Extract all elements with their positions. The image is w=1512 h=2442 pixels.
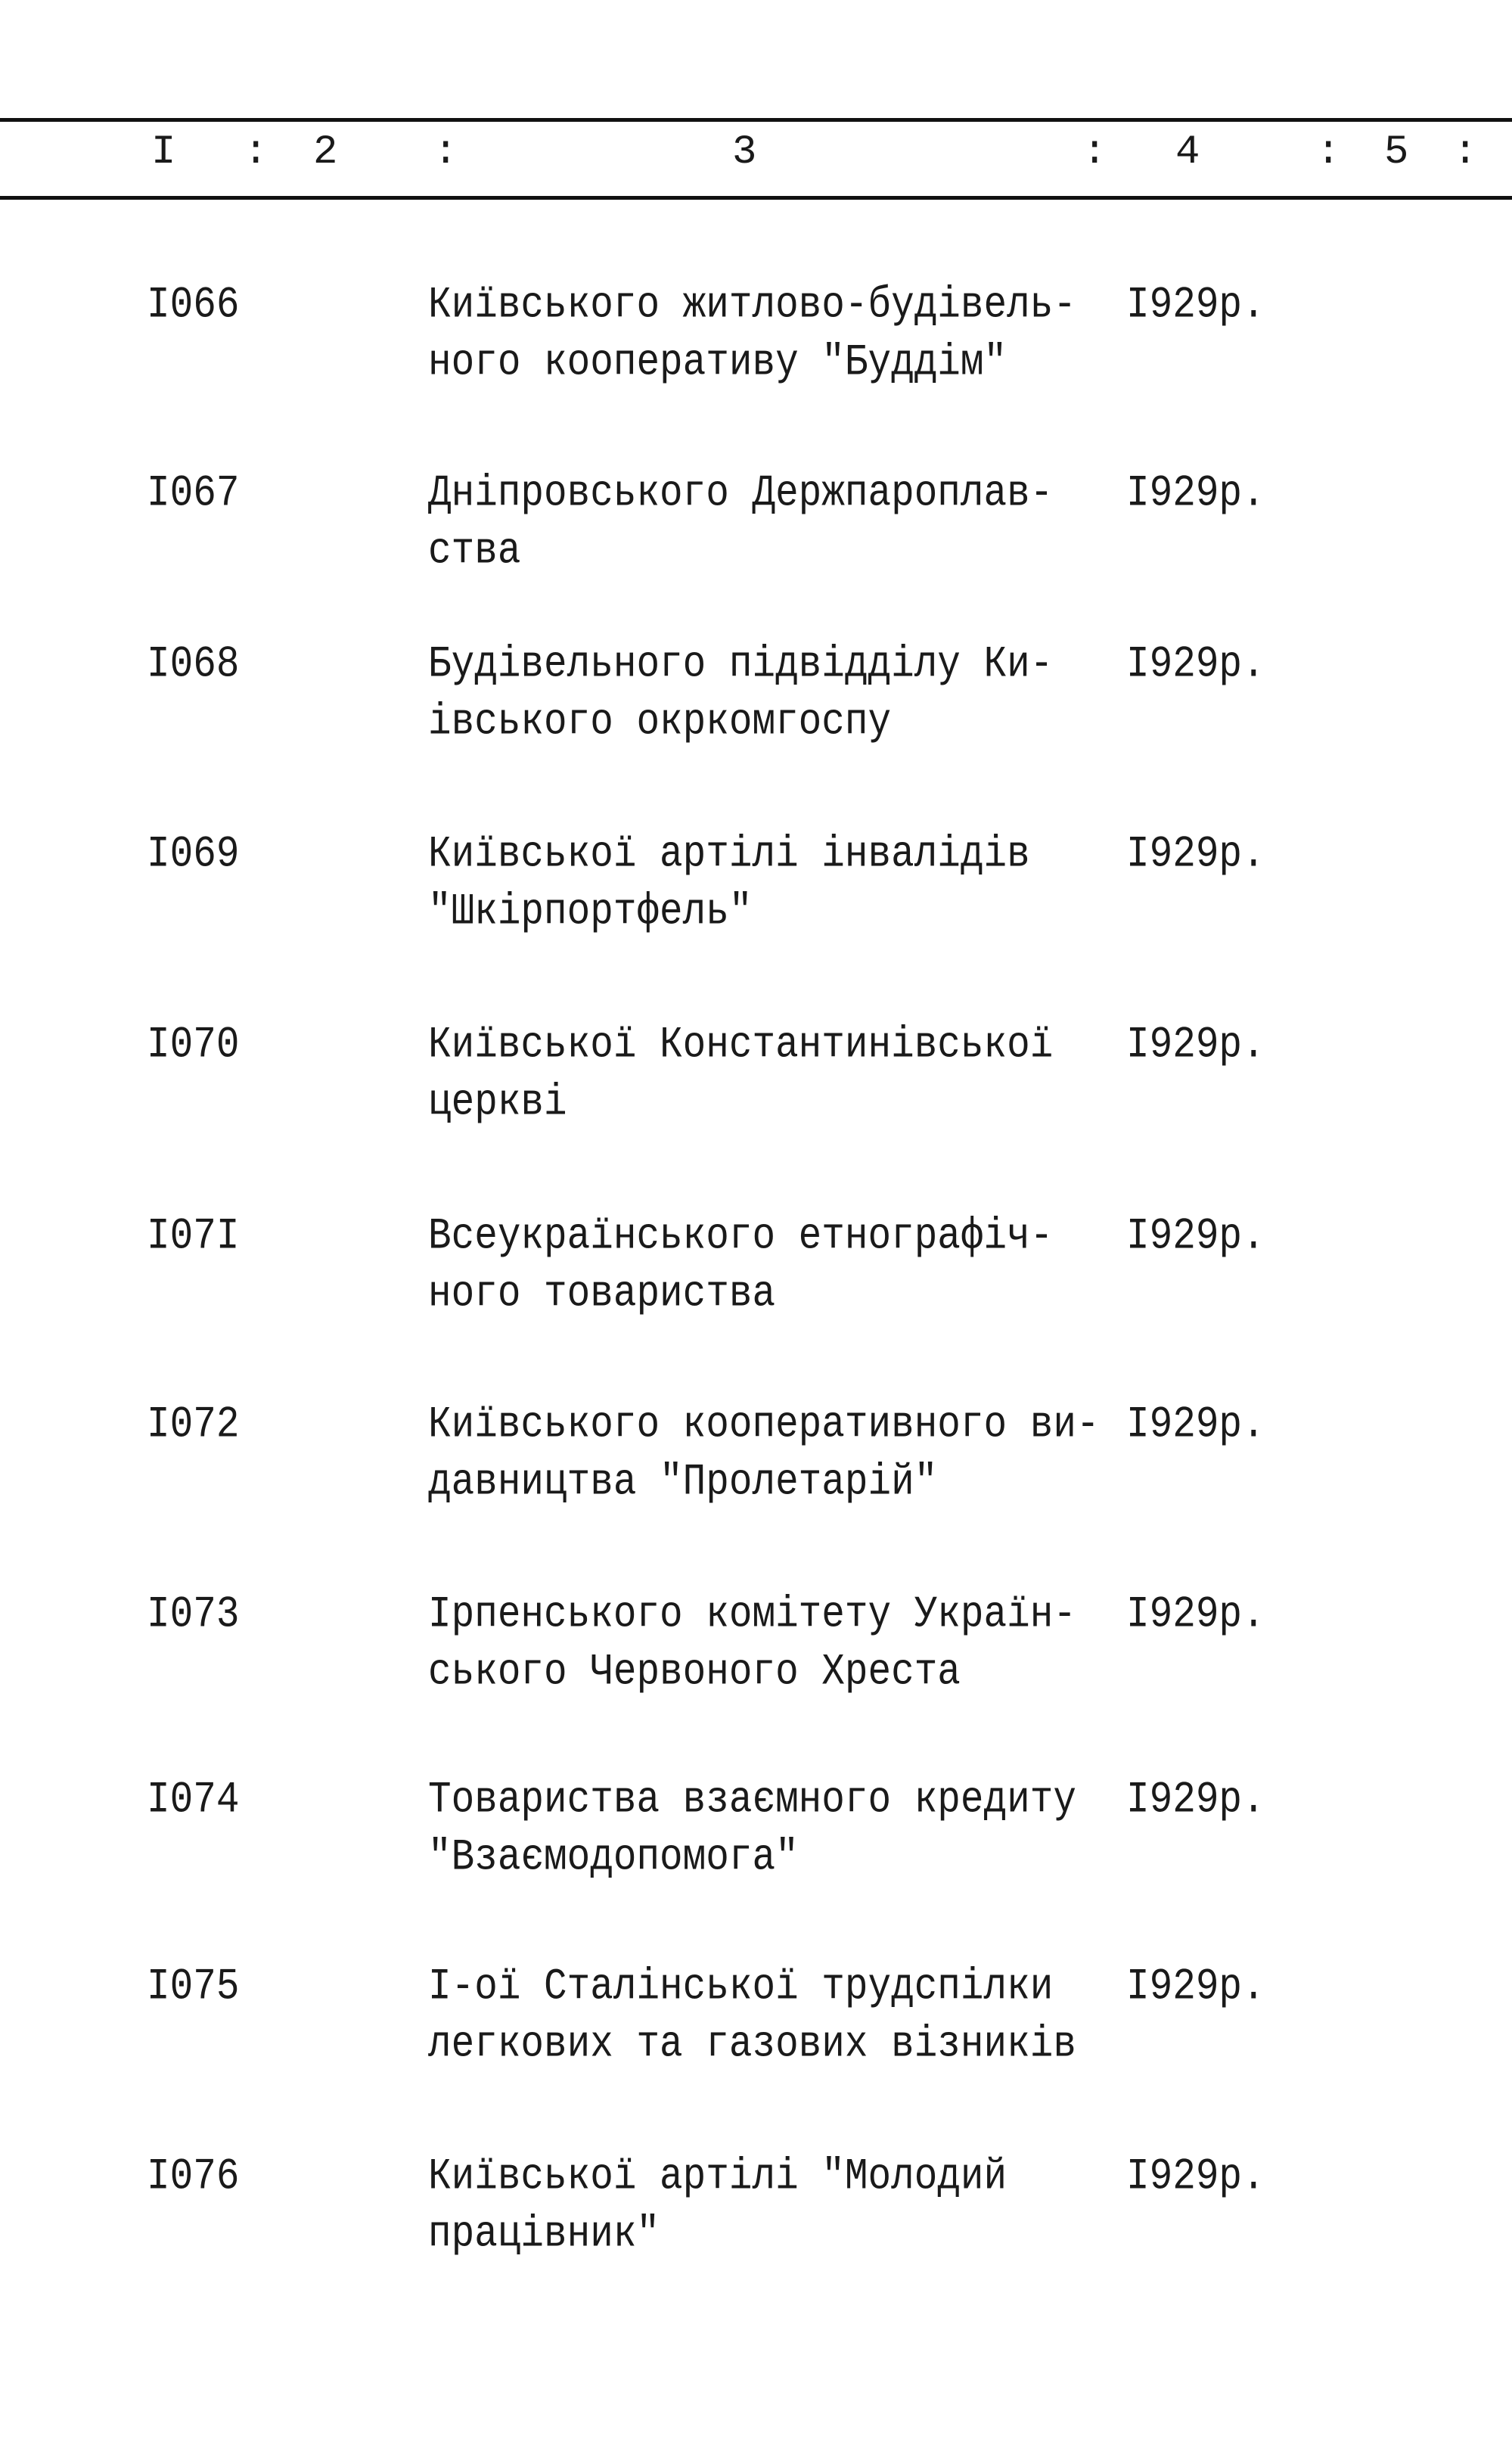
header-rule-top — [0, 118, 1512, 122]
table-row — [0, 1775, 1512, 1896]
record-year: I929р. — [1126, 1590, 1265, 1640]
record-title-line-1: I-ої Сталінської трудспілки — [428, 1962, 1054, 2012]
record-title-line-1: Київської Константинівської — [428, 1021, 1054, 1070]
record-year: I929р. — [1126, 1400, 1265, 1450]
table-row — [0, 829, 1512, 950]
header-col-2: 2 — [313, 129, 338, 176]
record-year: I929р. — [1126, 1962, 1265, 2012]
record-title-line-2: ного кооперативу "Буддім" — [428, 338, 1007, 388]
record-year: I929р. — [1126, 830, 1265, 880]
record-title-line-2: давництва "Пролетарій" — [428, 1458, 938, 1508]
record-title-line-2: церкві — [428, 1078, 567, 1128]
record-number: I066 — [147, 281, 240, 331]
record-number: I075 — [147, 1962, 240, 2012]
record-number: I069 — [147, 830, 240, 880]
header-col-5: 5 — [1384, 129, 1409, 176]
record-year: I929р. — [1126, 1021, 1265, 1070]
record-number: I070 — [147, 1021, 240, 1070]
table-row — [0, 1400, 1512, 1521]
header-col-4: 4 — [1175, 129, 1200, 176]
record-title-line-2: ства — [428, 527, 521, 576]
table-row — [0, 2152, 1512, 2273]
record-year: I929р. — [1126, 2152, 1265, 2202]
table-row — [0, 468, 1512, 589]
record-title-line-1: Київської артілі інвалідів — [428, 830, 1030, 880]
record-year: I929р. — [1126, 1776, 1265, 1825]
record-title-line-1: Ірпенського комітету Україн- — [428, 1590, 1076, 1640]
record-year: I929р. — [1126, 1212, 1265, 1262]
header-col-1: I — [151, 129, 176, 176]
record-year: I929р. — [1126, 640, 1265, 690]
record-year: I929р. — [1126, 469, 1265, 519]
table-row — [0, 280, 1512, 401]
record-number: I072 — [147, 1400, 240, 1450]
record-number: I07I — [147, 1212, 240, 1262]
record-number: I067 — [147, 469, 240, 519]
record-number: I074 — [147, 1776, 240, 1825]
table-row — [0, 1589, 1512, 1710]
header-separator: : — [244, 129, 269, 176]
record-year: I929р. — [1126, 281, 1265, 331]
record-title-line-2: легкових та газових візників — [428, 2020, 1076, 2070]
record-title-line-1: Київського житлово-будівель- — [428, 281, 1076, 331]
record-number: I068 — [147, 640, 240, 690]
record-title-line-2: "Шкірпортфель" — [428, 887, 753, 937]
header-separator: : — [1316, 129, 1341, 176]
record-number: I073 — [147, 1590, 240, 1640]
header-rule-bottom — [0, 196, 1512, 200]
table-row — [0, 1962, 1512, 2083]
record-number: I076 — [147, 2152, 240, 2202]
record-title-line-2: працівник" — [428, 2210, 660, 2260]
record-title-line-1: Всеукраїнського етнографіч- — [428, 1212, 1054, 1262]
header-separator: : — [433, 129, 458, 176]
header-col-3: 3 — [732, 129, 757, 176]
record-title-line-2: ного товариства — [428, 1269, 776, 1319]
record-title-line-1: Київської артілі "Молодий — [428, 2152, 1007, 2202]
table-row — [0, 1020, 1512, 1141]
record-title-line-1: Товариства взаємного кредиту — [428, 1776, 1076, 1825]
record-title-line-2: "Взаємодопомога" — [428, 1833, 799, 1883]
record-title-line-2: ського Червоного Хреста — [428, 1648, 961, 1698]
header-separator: : — [1082, 129, 1107, 176]
record-title-line-1: Дніпровського Держпароплав- — [428, 469, 1054, 519]
table-row — [0, 1211, 1512, 1332]
record-title-line-1: Київського кооперативного ви- — [428, 1400, 1100, 1450]
record-title-line-1: Будівельного підвідділу Ки- — [428, 640, 1054, 690]
record-title-line-2: івського окркомгоспу — [428, 697, 892, 747]
header-separator: : — [1453, 129, 1478, 176]
table-row — [0, 639, 1512, 760]
